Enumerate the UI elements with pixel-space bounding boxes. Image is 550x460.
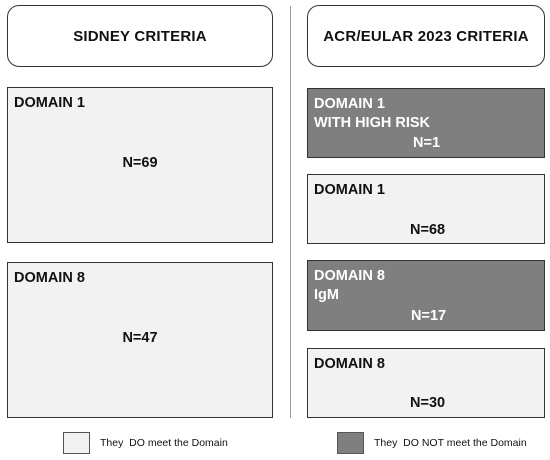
sidney-domain-1-count: N=69 bbox=[122, 155, 158, 171]
acr-domain-1-high-risk-box bbox=[307, 88, 545, 158]
acr-domain-1-high-risk-title bbox=[314, 95, 430, 133]
acr-eular-criteria-header-label: ACR/EULAR 2023 CRITERIA bbox=[323, 27, 529, 45]
acr-domain-8-igm-box bbox=[307, 260, 545, 331]
acr-domain-8-igm-count: N=17 bbox=[411, 308, 447, 324]
acr-domain-8-box bbox=[307, 348, 545, 418]
acr-domain-8-igm-title-line1: DOMAIN 8 bbox=[314, 268, 385, 284]
acr-domain-1-box bbox=[307, 174, 545, 244]
legend-meets-swatch bbox=[63, 432, 90, 454]
legend-not-meets-domain bbox=[337, 432, 527, 454]
acr-domain-1-count: N=68 bbox=[410, 222, 446, 238]
legend-not-meets-swatch bbox=[337, 432, 364, 454]
legend-meets-domain bbox=[63, 432, 228, 454]
sidney-criteria-header-label: SIDNEY CRITERIA bbox=[73, 27, 207, 45]
column-divider bbox=[290, 6, 291, 418]
sidney-domain-1-box bbox=[7, 87, 273, 243]
acr-domain-8-count: N=30 bbox=[410, 395, 446, 411]
sidney-criteria-header bbox=[7, 5, 273, 67]
acr-domain-8-title: DOMAIN 8 bbox=[314, 356, 385, 372]
acr-domain-1-high-risk-title-line1: DOMAIN 1 bbox=[314, 96, 385, 112]
acr-eular-criteria-header bbox=[307, 5, 545, 67]
sidney-domain-8-count: N=47 bbox=[122, 330, 158, 346]
acr-domain-1-high-risk-subtitle: WITH HIGH RISK bbox=[314, 115, 430, 131]
acr-domain-1-title: DOMAIN 1 bbox=[314, 182, 385, 198]
sidney-domain-8-title: DOMAIN 8 bbox=[14, 270, 85, 286]
acr-domain-8-igm-subtitle: IgM bbox=[314, 287, 339, 303]
acr-domain-8-igm-title bbox=[314, 267, 385, 305]
sidney-domain-8-box bbox=[7, 262, 273, 418]
legend-not-meets-label: They DO NOT meet the Domain bbox=[374, 437, 527, 449]
sidney-domain-1-title: DOMAIN 1 bbox=[14, 95, 85, 111]
acr-domain-1-high-risk-count: N=1 bbox=[413, 135, 441, 151]
legend-meets-label: They DO meet the Domain bbox=[100, 437, 228, 449]
